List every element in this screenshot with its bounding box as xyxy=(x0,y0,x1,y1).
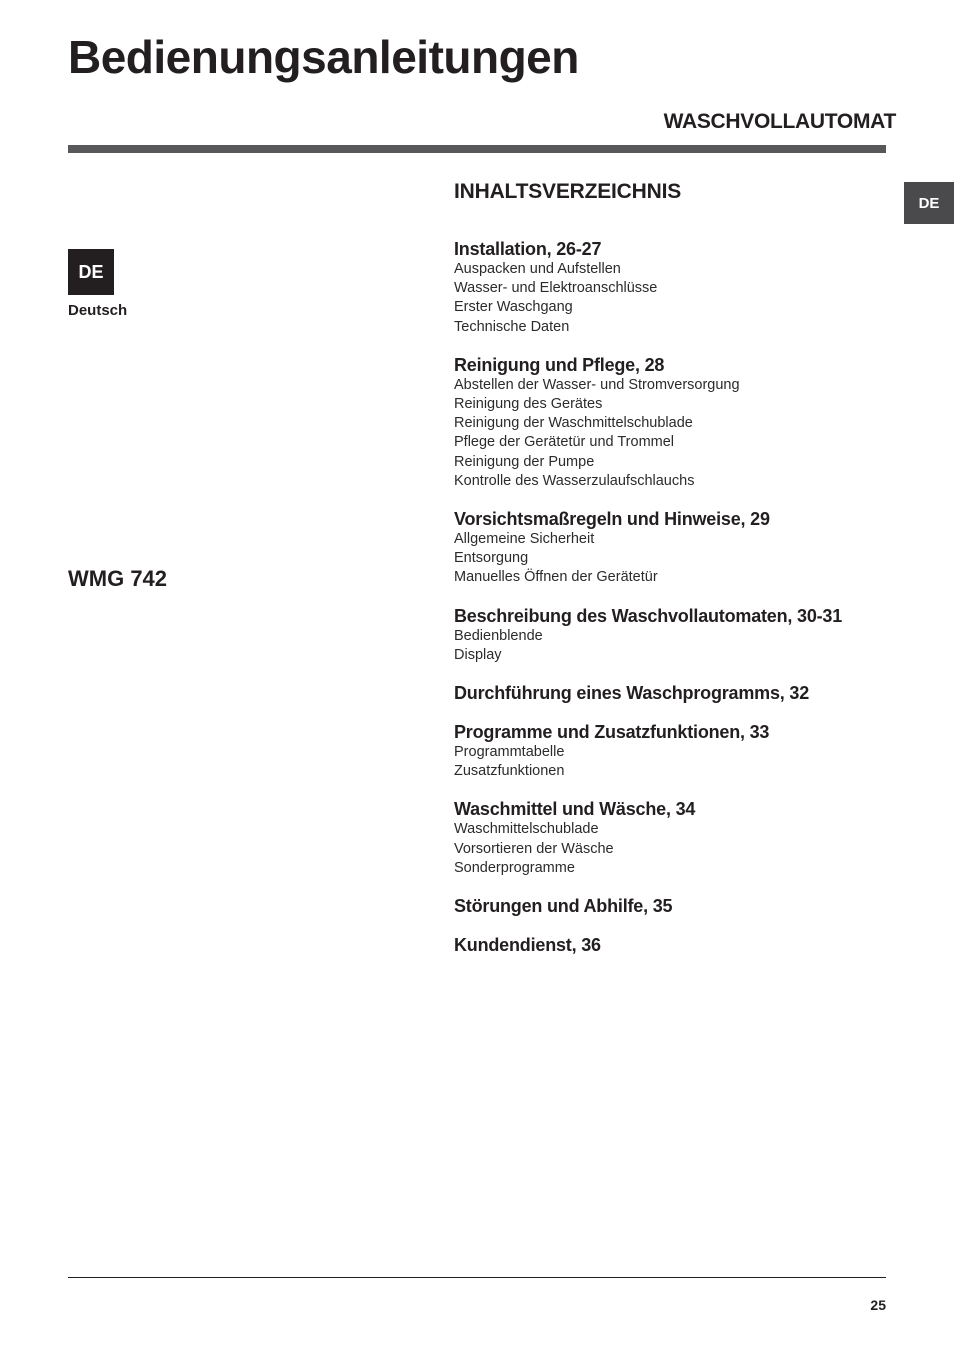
language-name: Deutsch xyxy=(68,302,128,319)
toc-item: Manuelles Öffnen der Gerätetür xyxy=(454,569,658,586)
toc-section-title: Beschreibung des Waschvollautomaten, 30-31 xyxy=(454,605,843,626)
toc-item: Programmtabelle xyxy=(454,744,565,761)
toc-section-title: Vorsichtsmaßregeln und Hinweise, 29 xyxy=(454,509,770,530)
toc-section-title: Kundendienst, 36 xyxy=(454,935,601,956)
toc-item: Kontrolle des Wasserzulaufschlauchs xyxy=(454,472,695,489)
toc-section-title: Installation, 26-27 xyxy=(454,239,602,259)
toc-item: Reinigung der Pumpe xyxy=(454,453,595,470)
toc-item: Auspacken und Aufstellen xyxy=(454,261,621,277)
table-of-contents xyxy=(454,180,894,973)
toc-item: Technische Daten xyxy=(454,318,570,335)
page-title: Bedienungsanleitungen xyxy=(68,31,579,83)
toc-section xyxy=(454,934,894,956)
page-number: 25 xyxy=(870,1297,886,1313)
toc-item: Reinigung der Waschmittelschublade xyxy=(454,415,693,432)
toc-item: Pflege der Gerätetür und Trommel xyxy=(454,434,675,451)
toc-section xyxy=(454,721,894,781)
toc-item: Vorsortieren der Wäsche xyxy=(454,840,614,857)
model-number: WMG 742 xyxy=(68,566,168,591)
toc-section-title: Störungen und Abhilfe, 35 xyxy=(454,896,673,917)
toc-section xyxy=(454,354,894,491)
product-type: WASCHVOLLAUTOMAT xyxy=(663,110,896,133)
toc-item: Entsorgung xyxy=(454,550,529,567)
toc-heading: INHALTSVERZEICHNIS xyxy=(454,180,682,203)
toc-item: Abstellen der Wasser- und Stromversorgung xyxy=(454,376,740,393)
toc-item: Sonderprogramme xyxy=(454,859,575,876)
toc-section xyxy=(454,682,894,704)
toc-section xyxy=(454,238,894,337)
toc-item: Bedienblende xyxy=(454,627,543,644)
toc-item: Allgemeine Sicherheit xyxy=(454,531,595,548)
toc-section xyxy=(454,605,894,665)
toc-item: Waschmittelschublade xyxy=(454,821,599,838)
language-badge: DE xyxy=(68,249,114,295)
toc-section-title: Durchführung eines Waschprogramms, 32 xyxy=(454,683,810,704)
toc-item: Wasser- und Elektroanschlüsse xyxy=(454,280,658,297)
toc-item: Reinigung des Gerätes xyxy=(454,396,603,413)
toc-section-title: Reinigung und Pflege, 28 xyxy=(454,354,665,375)
top-divider xyxy=(68,145,886,153)
toc-item: Erster Waschgang xyxy=(454,299,573,316)
bottom-divider xyxy=(68,1277,886,1278)
toc-item: Display xyxy=(454,646,502,663)
toc-section-title: Waschmittel und Wäsche, 34 xyxy=(454,799,696,820)
language-side-tab: DE xyxy=(904,182,954,224)
toc-section xyxy=(454,508,894,588)
toc-item: Zusatzfunktionen xyxy=(454,763,565,780)
toc-section xyxy=(454,895,894,917)
toc-section xyxy=(454,798,894,878)
toc-section-title: Programme und Zusatzfunktionen, 33 xyxy=(454,722,770,743)
